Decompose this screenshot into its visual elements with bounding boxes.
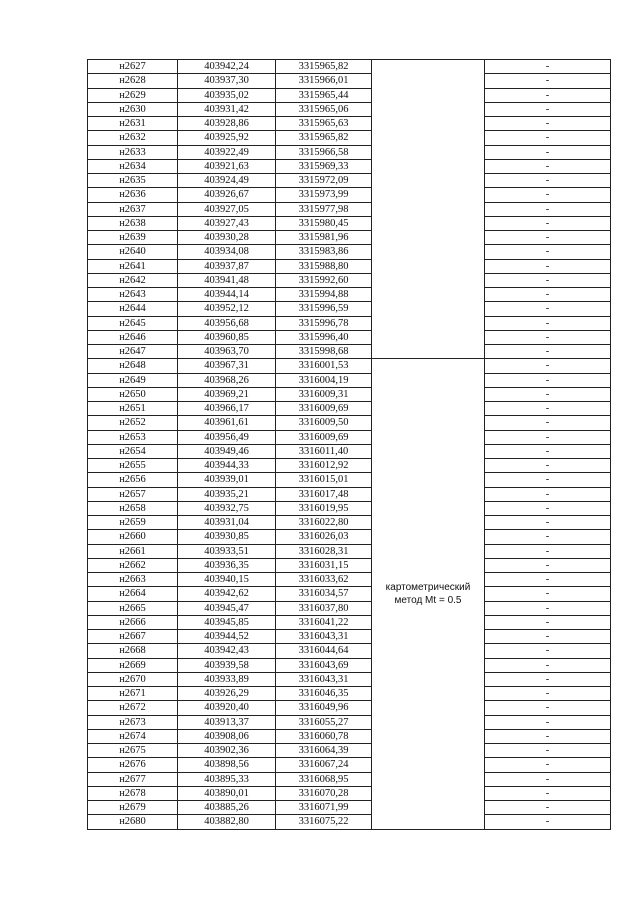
y-coordinate-cell: 3316009,69 [276,402,372,416]
note-cell: - [485,459,611,473]
point-id-cell: н2653 [88,430,178,444]
y-coordinate-cell: 3316067,24 [276,758,372,772]
table-row [88,516,611,530]
point-id-cell: н2640 [88,245,178,259]
point-id-cell: н2666 [88,615,178,629]
method-accuracy: метод Mt = 0.5 [394,594,462,606]
x-coordinate-cell: 403934,08 [178,245,276,259]
y-coordinate-cell: 3315965,06 [276,102,372,116]
y-coordinate-cell: 3315977,98 [276,202,372,216]
y-coordinate-cell: 3316071,99 [276,801,372,815]
note-cell: - [485,302,611,316]
table-row [88,459,611,473]
note-cell: - [485,131,611,145]
y-coordinate-cell: 3316031,15 [276,558,372,572]
y-coordinate-cell: 3315998,68 [276,345,372,359]
note-cell: - [485,345,611,359]
table-row [88,131,611,145]
x-coordinate-cell: 403925,92 [178,131,276,145]
point-id-cell: н2679 [88,801,178,815]
method-cell-upper [372,60,485,359]
y-coordinate-cell: 3315969,33 [276,159,372,173]
table-row [88,302,611,316]
point-id-cell: н2662 [88,558,178,572]
y-coordinate-cell: 3316044,64 [276,644,372,658]
point-id-cell: н2671 [88,687,178,701]
point-id-cell: н2655 [88,459,178,473]
x-coordinate-cell: 403924,49 [178,174,276,188]
note-cell: - [485,758,611,772]
point-id-cell: н2651 [88,402,178,416]
note-cell: - [485,60,611,74]
note-cell: - [485,501,611,515]
table-row [88,501,611,515]
note-cell: - [485,558,611,572]
table-row [88,416,611,430]
point-id-cell: н2667 [88,630,178,644]
method-name: картометрический [385,581,471,593]
y-coordinate-cell: 3315996,40 [276,330,372,344]
y-coordinate-cell: 3316034,57 [276,587,372,601]
x-coordinate-cell: 403944,52 [178,630,276,644]
y-coordinate-cell: 3316060,78 [276,729,372,743]
x-coordinate-cell: 403932,75 [178,501,276,515]
table-row [88,601,611,615]
y-coordinate-cell: 3316041,22 [276,615,372,629]
y-coordinate-cell: 3316026,03 [276,530,372,544]
x-coordinate-cell: 403885,26 [178,801,276,815]
table-row [88,202,611,216]
y-coordinate-cell: 3316070,28 [276,786,372,800]
table-row [88,74,611,88]
y-coordinate-cell: 3315996,78 [276,316,372,330]
coordinates-table-body [88,60,611,830]
note-cell: - [485,658,611,672]
x-coordinate-cell: 403882,80 [178,815,276,829]
x-coordinate-cell: 403956,49 [178,430,276,444]
y-coordinate-cell: 3316037,80 [276,601,372,615]
note-cell: - [485,74,611,88]
note-cell: - [485,729,611,743]
note-cell: - [485,145,611,159]
point-id-cell: н2633 [88,145,178,159]
note-cell: - [485,744,611,758]
table-row [88,530,611,544]
table-row [88,245,611,259]
y-coordinate-cell: 3316033,62 [276,573,372,587]
point-id-cell: н2641 [88,259,178,273]
x-coordinate-cell: 403898,56 [178,758,276,772]
y-coordinate-cell: 3315994,88 [276,288,372,302]
y-coordinate-cell: 3315988,80 [276,259,372,273]
x-coordinate-cell: 403931,04 [178,516,276,530]
y-coordinate-cell: 3316075,22 [276,815,372,829]
table-row [88,159,611,173]
table-row [88,772,611,786]
y-coordinate-cell: 3316011,40 [276,444,372,458]
point-id-cell: н2647 [88,345,178,359]
x-coordinate-cell: 403920,40 [178,701,276,715]
table-row [88,729,611,743]
note-cell: - [485,102,611,116]
table-row [88,273,611,287]
point-id-cell: н2665 [88,601,178,615]
x-coordinate-cell: 403960,85 [178,330,276,344]
x-coordinate-cell: 403933,89 [178,672,276,686]
table-row [88,544,611,558]
table-row [88,259,611,273]
point-id-cell: н2673 [88,715,178,729]
point-id-cell: н2670 [88,672,178,686]
point-id-cell: н2634 [88,159,178,173]
x-coordinate-cell: 403942,62 [178,587,276,601]
x-coordinate-cell: 403945,85 [178,615,276,629]
point-id-cell: н2669 [88,658,178,672]
y-coordinate-cell: 3316068,95 [276,772,372,786]
table-row [88,644,611,658]
x-coordinate-cell: 403944,33 [178,459,276,473]
table-row [88,330,611,344]
y-coordinate-cell: 3315996,59 [276,302,372,316]
y-coordinate-cell: 3316049,96 [276,701,372,715]
note-cell: - [485,530,611,544]
table-row [88,359,611,373]
point-id-cell: н2636 [88,188,178,202]
table-row [88,88,611,102]
y-coordinate-cell: 3315972,09 [276,174,372,188]
y-coordinate-cell: 3316043,31 [276,672,372,686]
y-coordinate-cell: 3315965,82 [276,131,372,145]
table-row [88,373,611,387]
point-id-cell: н2642 [88,273,178,287]
x-coordinate-cell: 403968,26 [178,373,276,387]
y-coordinate-cell: 3315965,63 [276,117,372,131]
y-coordinate-cell: 3316055,27 [276,715,372,729]
x-coordinate-cell: 403935,02 [178,88,276,102]
y-coordinate-cell: 3315981,96 [276,231,372,245]
table-row [88,658,611,672]
point-id-cell: н2676 [88,758,178,772]
table-row [88,288,611,302]
note-cell: - [485,288,611,302]
x-coordinate-cell: 403967,31 [178,359,276,373]
table-row [88,801,611,815]
note-cell: - [485,573,611,587]
y-coordinate-cell: 3315983,86 [276,245,372,259]
note-cell: - [485,359,611,373]
table-row [88,473,611,487]
point-id-cell: н2649 [88,373,178,387]
point-id-cell: н2627 [88,60,178,74]
note-cell: - [485,387,611,401]
point-id-cell: н2638 [88,216,178,230]
note-cell: - [485,672,611,686]
note-cell: - [485,316,611,330]
x-coordinate-cell: 403939,58 [178,658,276,672]
table-row [88,402,611,416]
x-coordinate-cell: 403933,51 [178,544,276,558]
point-id-cell: н2652 [88,416,178,430]
x-coordinate-cell: 403902,36 [178,744,276,758]
y-coordinate-cell: 3316012,92 [276,459,372,473]
table-row [88,231,611,245]
x-coordinate-cell: 403944,14 [178,288,276,302]
y-coordinate-cell: 3316004,19 [276,373,372,387]
table-row [88,117,611,131]
point-id-cell: н2660 [88,530,178,544]
table-row [88,701,611,715]
table-row [88,715,611,729]
table-row [88,216,611,230]
note-cell: - [485,701,611,715]
y-coordinate-cell: 3316019,95 [276,501,372,515]
note-cell: - [485,202,611,216]
point-id-cell: н2680 [88,815,178,829]
y-coordinate-cell: 3315965,82 [276,60,372,74]
point-id-cell: н2646 [88,330,178,344]
y-coordinate-cell: 3316043,69 [276,658,372,672]
y-coordinate-cell: 3316009,50 [276,416,372,430]
y-coordinate-cell: 3315992,60 [276,273,372,287]
x-coordinate-cell: 403945,47 [178,601,276,615]
table-row [88,587,611,601]
point-id-cell: н2661 [88,544,178,558]
x-coordinate-cell: 403928,86 [178,117,276,131]
x-coordinate-cell: 403969,21 [178,387,276,401]
method-cell [372,359,485,829]
point-id-cell: н2672 [88,701,178,715]
x-coordinate-cell: 403949,46 [178,444,276,458]
x-coordinate-cell: 403926,29 [178,687,276,701]
note-cell: - [485,174,611,188]
x-coordinate-cell: 403913,37 [178,715,276,729]
note-cell: - [485,601,611,615]
note-cell: - [485,416,611,430]
x-coordinate-cell: 403895,33 [178,772,276,786]
y-coordinate-cell: 3315965,44 [276,88,372,102]
coordinates-table [87,59,611,830]
note-cell: - [485,330,611,344]
x-coordinate-cell: 403937,87 [178,259,276,273]
note-cell: - [485,117,611,131]
point-id-cell: н2677 [88,772,178,786]
point-id-cell: н2657 [88,487,178,501]
table-row [88,188,611,202]
x-coordinate-cell: 403963,70 [178,345,276,359]
note-cell: - [485,815,611,829]
table-row [88,102,611,116]
x-coordinate-cell: 403927,43 [178,216,276,230]
note-cell: - [485,544,611,558]
point-id-cell: н2643 [88,288,178,302]
note-cell: - [485,188,611,202]
x-coordinate-cell: 403961,61 [178,416,276,430]
note-cell: - [485,430,611,444]
table-row [88,758,611,772]
table-row [88,815,611,829]
point-id-cell: н2664 [88,587,178,601]
table-row [88,387,611,401]
x-coordinate-cell: 403936,35 [178,558,276,572]
y-coordinate-cell: 3316064,39 [276,744,372,758]
note-cell: - [485,615,611,629]
table-row [88,630,611,644]
note-cell: - [485,473,611,487]
y-coordinate-cell: 3315973,99 [276,188,372,202]
note-cell: - [485,687,611,701]
table-row [88,744,611,758]
point-id-cell: н2659 [88,516,178,530]
note-cell: - [485,259,611,273]
x-coordinate-cell: 403966,17 [178,402,276,416]
table-row [88,487,611,501]
point-id-cell: н2663 [88,573,178,587]
point-id-cell: н2675 [88,744,178,758]
x-coordinate-cell: 403908,06 [178,729,276,743]
point-id-cell: н2644 [88,302,178,316]
table-row [88,687,611,701]
point-id-cell: н2630 [88,102,178,116]
point-id-cell: н2654 [88,444,178,458]
x-coordinate-cell: 403926,67 [178,188,276,202]
x-coordinate-cell: 403940,15 [178,573,276,587]
x-coordinate-cell: 403942,43 [178,644,276,658]
y-coordinate-cell: 3316028,31 [276,544,372,558]
note-cell: - [485,587,611,601]
table-row [88,558,611,572]
table-row [88,145,611,159]
x-coordinate-cell: 403931,42 [178,102,276,116]
table-row [88,345,611,359]
x-coordinate-cell: 403930,28 [178,231,276,245]
note-cell: - [485,715,611,729]
note-cell: - [485,487,611,501]
x-coordinate-cell: 403937,30 [178,74,276,88]
note-cell: - [485,245,611,259]
x-coordinate-cell: 403890,01 [178,786,276,800]
y-coordinate-cell: 3315966,58 [276,145,372,159]
y-coordinate-cell: 3316046,35 [276,687,372,701]
table-row [88,430,611,444]
table-row [88,174,611,188]
table-row [88,573,611,587]
y-coordinate-cell: 3316009,69 [276,430,372,444]
note-cell: - [485,801,611,815]
y-coordinate-cell: 3316009,31 [276,387,372,401]
x-coordinate-cell: 403942,24 [178,60,276,74]
note-cell: - [485,88,611,102]
point-id-cell: н2645 [88,316,178,330]
point-id-cell: н2637 [88,202,178,216]
point-id-cell: н2648 [88,359,178,373]
note-cell: - [485,786,611,800]
point-id-cell: н2628 [88,74,178,88]
note-cell: - [485,216,611,230]
table-row [88,672,611,686]
table-row [88,316,611,330]
y-coordinate-cell: 3316017,48 [276,487,372,501]
x-coordinate-cell: 403941,48 [178,273,276,287]
x-coordinate-cell: 403956,68 [178,316,276,330]
y-coordinate-cell: 3316015,01 [276,473,372,487]
x-coordinate-cell: 403930,85 [178,530,276,544]
note-cell: - [485,402,611,416]
x-coordinate-cell: 403921,63 [178,159,276,173]
point-id-cell: н2629 [88,88,178,102]
point-id-cell: н2668 [88,644,178,658]
y-coordinate-cell: 3316001,53 [276,359,372,373]
point-id-cell: н2631 [88,117,178,131]
note-cell: - [485,273,611,287]
note-cell: - [485,444,611,458]
point-id-cell: н2678 [88,786,178,800]
point-id-cell: н2674 [88,729,178,743]
x-coordinate-cell: 403927,05 [178,202,276,216]
x-coordinate-cell: 403922,49 [178,145,276,159]
x-coordinate-cell: 403939,01 [178,473,276,487]
table-row [88,615,611,629]
note-cell: - [485,630,611,644]
note-cell: - [485,644,611,658]
table-row [88,60,611,74]
note-cell: - [485,772,611,786]
point-id-cell: н2658 [88,501,178,515]
note-cell: - [485,516,611,530]
note-cell: - [485,231,611,245]
y-coordinate-cell: 3316043,31 [276,630,372,644]
note-cell: - [485,373,611,387]
point-id-cell: н2656 [88,473,178,487]
x-coordinate-cell: 403935,21 [178,487,276,501]
point-id-cell: н2632 [88,131,178,145]
y-coordinate-cell: 3315966,01 [276,74,372,88]
point-id-cell: н2650 [88,387,178,401]
table-row [88,444,611,458]
y-coordinate-cell: 3316022,80 [276,516,372,530]
table-row [88,786,611,800]
point-id-cell: н2635 [88,174,178,188]
point-id-cell: н2639 [88,231,178,245]
note-cell: - [485,159,611,173]
y-coordinate-cell: 3315980,45 [276,216,372,230]
x-coordinate-cell: 403952,12 [178,302,276,316]
